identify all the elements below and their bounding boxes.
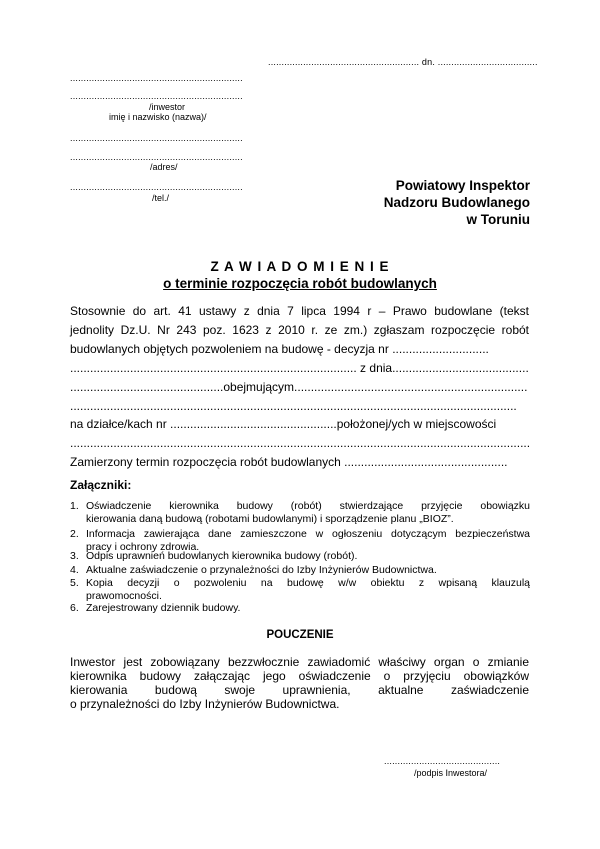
instruction-line-4: o przynależności do Izby Inżynierów Budownictwa. (70, 697, 340, 711)
attachment-number: 3. (70, 550, 79, 562)
attachment-number: 2. (70, 528, 79, 540)
attachment-text: Kopia decyzji o pozwoleniu na budowę w/w obiektu z wpisaną klauzulą (86, 577, 530, 589)
attachment-text: Informacja zawierająca dane zamieszczone w ogłoszeniu dotyczącym bezpieczeństwa (86, 528, 530, 540)
attachment-item (70, 565, 530, 577)
address-line-2[interactable]: ................................................................ (70, 152, 243, 162)
investor-line-2[interactable]: ................................................................ (70, 91, 243, 101)
tel-caption: /tel./ (152, 193, 170, 203)
document-title: Z A W I A D O M I E N I E (210, 259, 390, 274)
start-date-field[interactable]: Zamierzony termin rozpoczęcia robót budowlanych ................................................. (70, 455, 508, 469)
permit-decision-field[interactable]: budowlanych objętych pozwoleniem na budowę - decyzja nr ............................. (70, 342, 489, 356)
document-subtitle: o terminie rozpoczęcia robót budowlanych (163, 276, 437, 291)
attachment-number: 5. (70, 577, 79, 589)
plot-number-field[interactable]: na działce/kach nr ..................................................położonej/ych w miejscowości (70, 417, 497, 431)
investor-line-1[interactable]: ................................................................ (70, 73, 243, 83)
place-date-line[interactable]: ........................................................ dn. ..................................... (268, 57, 538, 67)
attachment-item (70, 501, 530, 525)
attachment-text-cont: pracy i ochrony zdrowia. (86, 541, 200, 553)
signature-line[interactable]: ........................................... (384, 756, 501, 766)
investor-caption: /inwestor (149, 102, 186, 112)
investor-name-caption: imię i nazwisko (nazwa)/ (109, 112, 207, 122)
attachment-item (70, 578, 530, 602)
attachment-number: 1. (70, 500, 79, 512)
instruction-line-3: kierowania budową swoje uprawnienia, aktualne zaświadczenie (70, 683, 529, 697)
attachment-number: 6. (70, 602, 79, 614)
attachment-text: Zarejestrowany dziennik budowy. (86, 602, 241, 614)
address-caption: /adres/ (150, 162, 178, 172)
signature-caption: /podpis Inwestora/ (414, 768, 488, 778)
recipient-line-2: Nadzoru Budowlanego (383, 195, 530, 210)
body-line-1: Stosownie do art. 41 ustawy z dnia 7 lipca 1994 r – Prawo budowlane (tekst (70, 304, 529, 318)
permit-date-field[interactable]: ...................................................................................... z dnia......................................... (70, 361, 529, 375)
recipient-line-1: Powiatowy Inspektor (395, 178, 530, 193)
attachment-number: 4. (70, 564, 79, 576)
attachment-item (70, 603, 530, 615)
scope-field[interactable]: ..............................................obejmującym...................................................................... (70, 380, 528, 394)
attachment-text-cont: kierowania daną budową (robotami budowlanymi) i sporządzenie planu „BIOZ”. (86, 513, 454, 525)
attachments-heading: Załączniki: (70, 478, 132, 492)
instruction-heading: POUCZENIE (266, 629, 334, 641)
attachment-text: Odpis uprawnień budowlanych kierownika budowy (robót). (86, 550, 358, 562)
attachment-text: Aktualne zaświadczenie o przynależności do Izby Inżynierów Budownictwa. (86, 564, 437, 576)
instruction-line-1: Inwestor jest zobowiązany bezzwłocznie zawiadomić właściwy organ o zmianie (70, 655, 529, 669)
location-field[interactable]: .......................................................................................................................................... (70, 436, 531, 450)
instruction-line-2: kierownika budowy załączając jego oświadczenie o przyjęciu obowiązków (70, 669, 529, 683)
attachment-text: Oświadczenie kierownika budowy (robót) stwierdzające przyjęcie obowiązku (86, 500, 530, 512)
address-line-1[interactable]: ................................................................ (70, 133, 243, 143)
body-line-2: jednolity Dz.U. Nr 243 poz. 1623 z 2010 r. ze zm.) zgłaszam rozpoczęcie robót (70, 323, 529, 337)
tel-line[interactable]: ................................................................ (70, 182, 243, 192)
scope-continuation-field[interactable]: ...................................................................................................................................... (70, 399, 517, 413)
attachment-text-cont: prawomocności. (86, 590, 162, 602)
attachment-item (70, 551, 530, 563)
recipient-line-3: w Toruniu (466, 212, 530, 227)
